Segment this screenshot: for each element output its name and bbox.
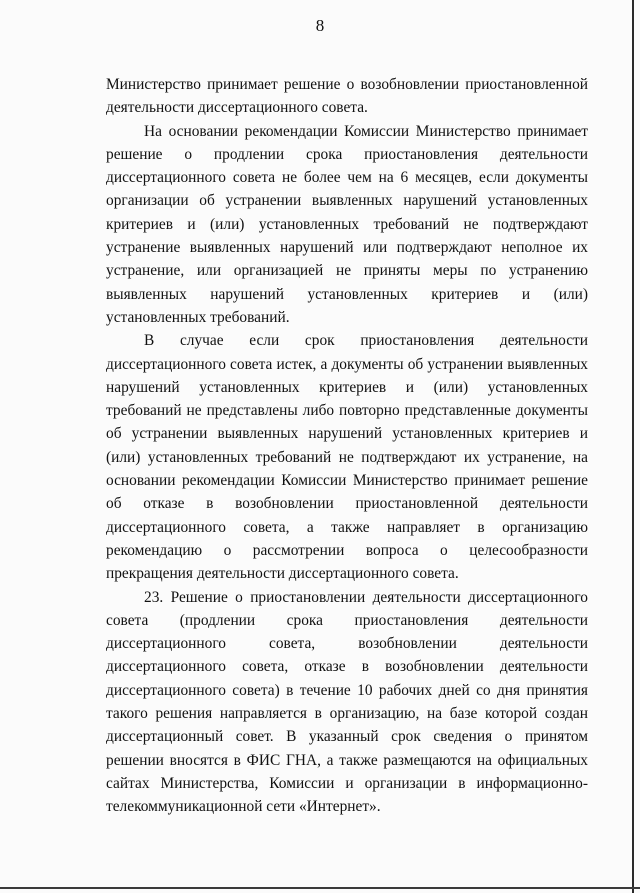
paragraph-item-23: 23. Решение о приостановлении деятельности диссертационного совета (продлении срока приостановления деятельности диссертационного совета, возобновлении деятельности диссертационного совета, отказе в возобновлении деятельности диссертационного совета) в течение 10 рабочих дней со дня принятия такого решения направляется в организацию, на базе которой создан диссертационный совет. В указанный срок сведения о принятом решении вносятся в ФИС ГНА, а также размещаются на официальных сайтах Министерства, Комиссии и организации в информационно-телекоммуникационной сети «Интернет». [106,588,588,816]
scan-edge-right [632,0,634,893]
paragraph-refusal-decision: В случае если срок приостановления деятельности диссертационного совета истек, а документы об устранении выявленных нарушений установленных критериев и (или) установленных требований не представлены либо повторно представленные документы об устранении выявленных нарушений установленных критериев и (или) установленных требований не подтверждают их устранение, на основании рекомендации Комиссии Министерство принимает решение об отказе в возобновлении приостановленной деятельности диссертационного совета, а также направляет в организацию рекомендацию о рассмотрении вопроса о целесообразности прекращения деятельности диссертационного совета. [106,332,588,583]
paragraph-continuation: Министерство принимает решение о возобновлении приостановленной деятельности диссертационного совета. [106,76,588,117]
paragraph-extension-decision: На основании рекомендации Комиссии Министерство принимает решение о продлении срока приостановления деятельности диссертационного совета не более чем на 6 месяцев, если документы организации об устранении выявленных нарушений установленных критериев и (или) установленных требований не подтверждают устранение выявленных нарушений или подтверждают неполное их устранение, или организацией не приняты меры по устранению выявленных нарушений установленных критериев и (или) установленных требований. [106,122,588,326]
scan-edge-bottom [0,887,640,889]
page-number: 8 [315,16,325,35]
document-body [106,73,588,819]
